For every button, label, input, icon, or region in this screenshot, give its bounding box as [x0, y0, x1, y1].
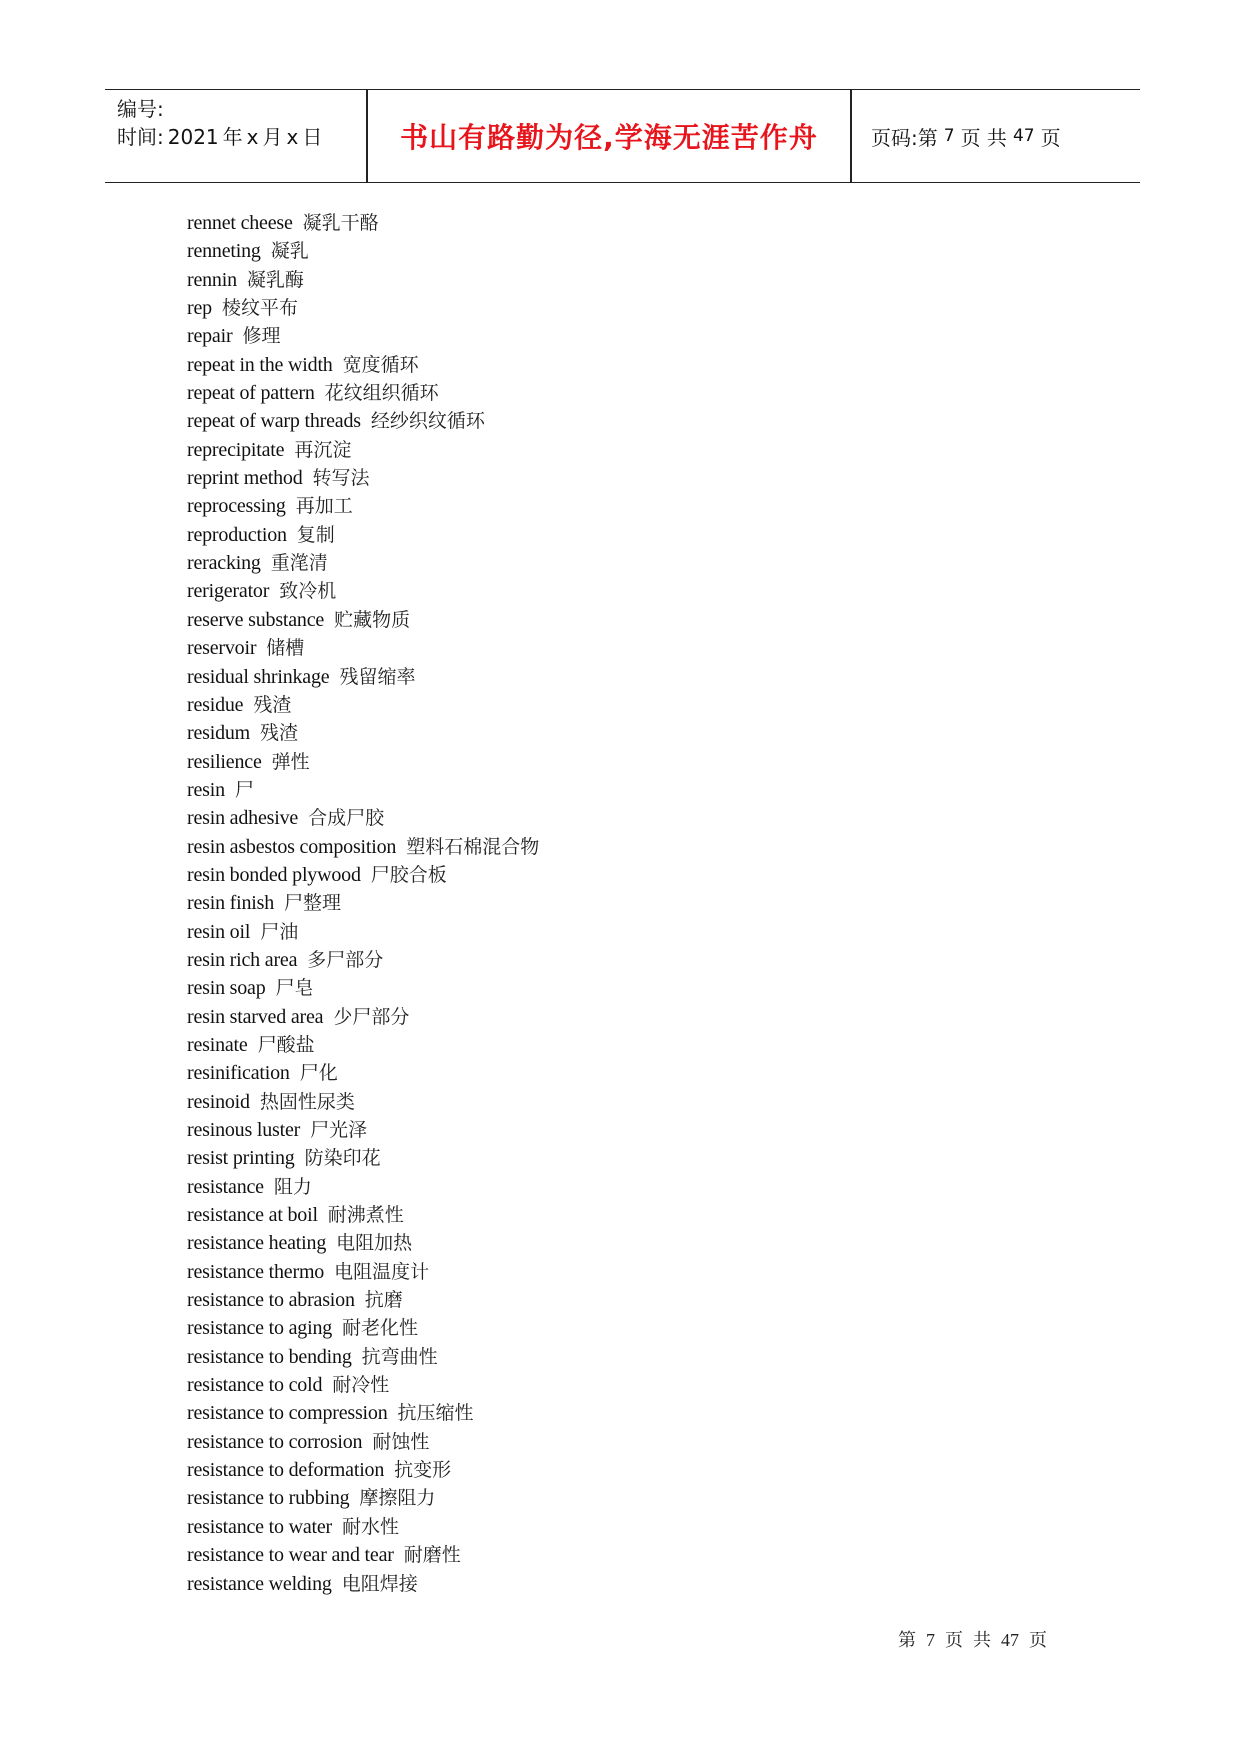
entry-term: renneting	[187, 240, 261, 263]
entry-translation: 抗弯曲性	[361, 1345, 438, 1368]
glossary-entry	[187, 1286, 539, 1314]
glossary-entry	[187, 1003, 539, 1031]
footer-page-number: 7	[926, 1630, 935, 1650]
page-total: 47	[1012, 126, 1035, 146]
glossary-entry	[187, 322, 539, 350]
glossary-entry	[187, 634, 539, 662]
entry-translation: 凝乳	[270, 240, 309, 263]
entry-translation: 尸化	[299, 1062, 338, 1085]
entry-translation: 残渣	[260, 722, 299, 745]
time-year: 2021	[167, 125, 219, 149]
time-day-suffix: 日	[302, 125, 323, 149]
entry-translation: 耐蚀性	[372, 1430, 430, 1453]
entry-translation: 抗压缩性	[397, 1402, 474, 1425]
entry-term: residual shrinkage	[187, 665, 330, 688]
entry-translation: 修理	[242, 325, 281, 348]
entry-term: reprint method	[187, 467, 303, 490]
glossary-entry	[187, 776, 539, 804]
header-page-info	[861, 90, 1140, 182]
glossary-entry	[187, 1173, 539, 1201]
entry-translation: 耐水性	[342, 1515, 400, 1538]
glossary-entry	[187, 1088, 539, 1116]
entry-translation: 电阻温度计	[334, 1260, 430, 1283]
glossary-entry	[187, 748, 539, 776]
entry-translation: 耐老化性	[342, 1317, 419, 1340]
glossary-entry	[187, 521, 539, 549]
glossary-entry	[187, 719, 539, 747]
header-divider-right	[850, 90, 852, 182]
entry-term: rennin	[187, 268, 237, 291]
entry-translation: 塑料石棉混合物	[406, 835, 540, 858]
entry-term: rerigerator	[187, 580, 270, 603]
entry-translation: 凝乳酶	[246, 268, 304, 291]
entry-translation: 致冷机	[279, 580, 337, 603]
page-number: 7	[943, 126, 955, 146]
glossary-entry	[187, 436, 539, 464]
entry-term: repair	[187, 325, 233, 348]
glossary-entry	[187, 492, 539, 520]
page-footer	[898, 1626, 1057, 1652]
entry-term: resistance thermo	[187, 1260, 325, 1283]
entry-translation: 尸酸盐	[257, 1033, 315, 1056]
glossary-entry	[187, 294, 539, 322]
entry-term: resinoid	[187, 1090, 250, 1113]
entry-term: resin finish	[187, 892, 275, 915]
footer-total: 47	[1001, 1630, 1019, 1650]
entry-term: repeat of pattern	[187, 382, 315, 405]
entry-term: resin	[187, 778, 225, 801]
entry-translation: 抗变形	[394, 1459, 452, 1482]
entry-term: reprecipitate	[187, 438, 285, 461]
entry-translation: 摩擦阻力	[359, 1487, 436, 1510]
entry-term: resistance heating	[187, 1232, 327, 1255]
entry-term: repeat in the width	[187, 353, 333, 376]
glossary-entry	[187, 1513, 539, 1541]
glossary-list	[187, 209, 539, 1598]
header-motto: 书山有路勤为径,学海无涯苦作舟	[400, 121, 818, 154]
entry-translation: 转写法	[312, 467, 370, 490]
entry-translation: 弹性	[271, 750, 310, 773]
page-mid-label: 页 共	[960, 125, 1007, 150]
glossary-entry	[187, 1456, 539, 1484]
glossary-entry	[187, 1570, 539, 1598]
entry-term: resistance to cold	[187, 1374, 323, 1397]
glossary-entry	[187, 1258, 539, 1286]
entry-term: resin rich area	[187, 948, 298, 971]
entry-translation: 再沉淀	[294, 438, 352, 461]
entry-term: resin starved area	[187, 1005, 324, 1028]
entry-translation: 尸胶合板	[370, 863, 447, 886]
entry-translation: 电阻加热	[336, 1232, 413, 1255]
entry-term: resin oil	[187, 920, 251, 943]
entry-translation: 宽度循环	[342, 353, 419, 376]
entry-translation: 花纹组织循环	[324, 382, 439, 405]
glossary-entry	[187, 407, 539, 435]
glossary-entry	[187, 946, 539, 974]
page-end-label: 页	[1040, 125, 1061, 150]
glossary-entry	[187, 379, 539, 407]
entry-translation: 阻力	[273, 1175, 312, 1198]
entry-translation: 抗磨	[364, 1289, 403, 1312]
entry-translation: 耐沸煮性	[327, 1204, 404, 1227]
entry-translation: 多尸部分	[307, 948, 384, 971]
glossary-entry	[187, 237, 539, 265]
entry-term: resinification	[187, 1062, 290, 1085]
page-label: 页码:第	[871, 125, 938, 150]
entry-term: reservoir	[187, 637, 257, 660]
entry-term: resistance to abrasion	[187, 1289, 355, 1312]
time-day: x	[286, 125, 299, 149]
glossary-entry	[187, 691, 539, 719]
entry-term: resin soap	[187, 977, 266, 1000]
entry-term: resistance to water	[187, 1515, 333, 1538]
entry-translation: 凝乳干酪	[302, 212, 379, 234]
glossary-entry	[187, 577, 539, 605]
entry-translation: 尸	[234, 778, 254, 801]
entry-translation: 尸光泽	[310, 1119, 368, 1141]
entry-translation: 残留缩率	[339, 665, 416, 688]
glossary-entry	[187, 209, 539, 237]
entry-term: resilience	[187, 750, 262, 773]
footer-mid: 页	[945, 1630, 963, 1650]
entry-term: residum	[187, 722, 251, 745]
glossary-entry	[187, 266, 539, 294]
time-label: 时间:	[117, 125, 164, 149]
glossary-entry	[187, 464, 539, 492]
entry-term: rennet cheese	[187, 212, 293, 234]
entry-translation: 贮藏物质	[334, 608, 411, 631]
entry-translation: 经纱织纹循环	[370, 410, 485, 433]
entry-term: resist printing	[187, 1147, 295, 1170]
glossary-entry	[187, 549, 539, 577]
header-meta	[105, 90, 366, 182]
entry-term: resistance to corrosion	[187, 1430, 363, 1453]
glossary-entry	[187, 1399, 539, 1427]
glossary-entry	[187, 663, 539, 691]
entry-term: resistance to compression	[187, 1402, 388, 1425]
entry-term: resinous luster	[187, 1119, 301, 1141]
number-label: 编号:	[117, 97, 164, 121]
entry-translation: 尸油	[260, 920, 299, 943]
entry-term: resistance to deformation	[187, 1459, 385, 1482]
entry-term: reproduction	[187, 523, 287, 546]
footer-total-prefix: 共	[973, 1630, 991, 1650]
glossary-entry	[187, 974, 539, 1002]
glossary-entry	[187, 1229, 539, 1257]
glossary-entry	[187, 1428, 539, 1456]
entry-translation: 热固性尿类	[259, 1090, 355, 1113]
entry-term: resistance to wear and tear	[187, 1544, 394, 1567]
entry-translation: 重滗清	[270, 552, 328, 575]
entry-translation: 储槽	[266, 637, 305, 660]
entry-term: resin adhesive	[187, 807, 299, 830]
glossary-entry	[187, 833, 539, 861]
entry-term: resinate	[187, 1033, 248, 1056]
entry-translation: 合成尸胶	[308, 807, 385, 830]
entry-translation: 棱纹平布	[221, 297, 298, 320]
glossary-entry	[187, 1371, 539, 1399]
footer-suffix: 页	[1029, 1630, 1047, 1650]
footer-prefix: 第	[898, 1630, 916, 1650]
glossary-entry	[187, 1541, 539, 1569]
glossary-entry	[187, 1031, 539, 1059]
entry-translation: 耐冷性	[332, 1374, 390, 1397]
entry-term: reprocessing	[187, 495, 286, 518]
entry-term: repeat of warp threads	[187, 410, 361, 433]
entry-term: resin bonded plywood	[187, 863, 361, 886]
entry-translation: 耐磨性	[403, 1544, 461, 1567]
glossary-entry	[187, 1144, 539, 1172]
entry-translation: 复制	[296, 523, 335, 546]
entry-translation: 防染印花	[304, 1147, 381, 1170]
entry-term: rep	[187, 297, 212, 320]
entry-translation: 少尸部分	[333, 1005, 410, 1028]
glossary-entry	[187, 861, 539, 889]
entry-term: resistance to rubbing	[187, 1487, 350, 1510]
entry-translation: 残渣	[253, 693, 292, 716]
entry-translation: 再加工	[295, 495, 353, 518]
entry-term: reserve substance	[187, 608, 325, 631]
time-line	[117, 121, 326, 150]
time-month: x	[246, 125, 259, 149]
time-month-suffix: 月	[262, 125, 283, 149]
page-header	[105, 89, 1140, 183]
entry-term: reracking	[187, 552, 261, 575]
entry-translation: 尸整理	[284, 892, 342, 915]
entry-term: resistance to bending	[187, 1345, 352, 1368]
entry-term: resistance to aging	[187, 1317, 333, 1340]
entry-term: resin asbestos composition	[187, 835, 397, 858]
glossary-entry	[187, 889, 539, 917]
entry-term: residue	[187, 693, 244, 716]
entry-term: resistance at boil	[187, 1204, 318, 1227]
glossary-entry	[187, 1343, 539, 1371]
glossary-entry	[187, 606, 539, 634]
glossary-entry	[187, 1059, 539, 1087]
glossary-entry	[187, 1201, 539, 1229]
entry-translation: 电阻焊接	[341, 1572, 418, 1595]
glossary-entry	[187, 1484, 539, 1512]
entry-term: resistance welding	[187, 1572, 332, 1595]
entry-translation: 尸皂	[275, 977, 314, 1000]
glossary-entry	[187, 1314, 539, 1342]
glossary-entry	[187, 1116, 539, 1144]
glossary-entry	[187, 804, 539, 832]
glossary-entry	[187, 918, 539, 946]
time-year-suffix: 年	[222, 125, 243, 149]
glossary-entry	[187, 351, 539, 379]
entry-term: resistance	[187, 1175, 264, 1198]
